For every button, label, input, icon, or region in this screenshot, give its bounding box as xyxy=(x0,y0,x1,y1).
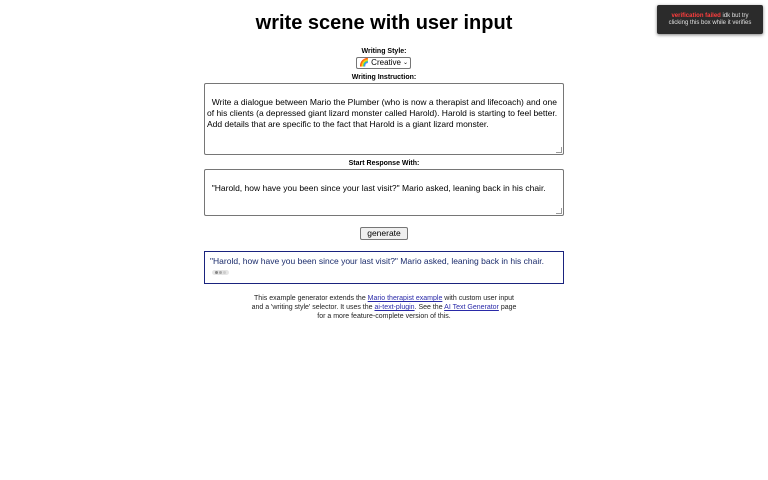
footer-line-3: for a more feature-complete version of this. xyxy=(317,313,451,320)
chevron-down-icon: ⌄ xyxy=(402,60,408,66)
mario-therapist-example-link[interactable]: Mario therapist example xyxy=(367,295,443,302)
loading-dots-icon xyxy=(212,270,229,275)
resize-grip-icon[interactable] xyxy=(556,147,562,153)
page-title: write scene with user input xyxy=(255,12,513,34)
output-box xyxy=(204,251,564,284)
verification-hint-line2: clicking this box while it verifies xyxy=(668,20,752,26)
generate-button[interactable]: generate xyxy=(360,227,408,240)
footer-text: . See the xyxy=(414,304,445,311)
footer-text: This example generator extends the xyxy=(254,295,368,302)
writing-style-selected: 🌈 Creative xyxy=(359,58,401,67)
start-response-value: "Harold, how have you been since your last visit?" Mario asked, leaning back in his chair. xyxy=(211,183,546,193)
verification-failed-text: verification failed xyxy=(671,13,721,19)
writing-instruction-textarea[interactable] xyxy=(204,83,564,155)
footer-text: with custom user input xyxy=(442,295,514,302)
writing-style-label: Writing Style: xyxy=(361,48,407,55)
verification-status xyxy=(657,13,763,20)
writing-style-select[interactable] xyxy=(356,57,411,69)
writing-instruction-value: Write a dialogue between Mario the Plumber (who is now a therapist and lifecoach) and one of his clients (a depressed giant lizard monster called Harold). Harold is starting to feel better. Add details that are specific to the fact that Harold is a giant lizard monster. xyxy=(207,97,560,129)
ai-text-generator-link[interactable]: AI Text Generator xyxy=(444,304,499,311)
start-response-label: Start Response With: xyxy=(348,160,420,167)
footer-line-1 xyxy=(0,294,768,303)
resize-grip-icon[interactable] xyxy=(556,208,562,214)
footer-text: page xyxy=(498,304,517,311)
verification-widget[interactable] xyxy=(657,5,763,34)
footer-line-2 xyxy=(0,303,768,312)
writing-instruction-label: Writing Instruction: xyxy=(351,74,417,81)
footer-note xyxy=(0,294,768,321)
footer-text: and a 'writing style' selector. It uses the xyxy=(251,304,375,311)
output-text: "Harold, how have you been since your last visit?" Mario asked, leaning back in his chair. xyxy=(210,256,544,266)
ai-text-plugin-link[interactable]: ai-text-plugin xyxy=(374,304,415,311)
verification-hint: idk but try xyxy=(722,13,749,19)
start-response-textarea[interactable] xyxy=(204,169,564,216)
